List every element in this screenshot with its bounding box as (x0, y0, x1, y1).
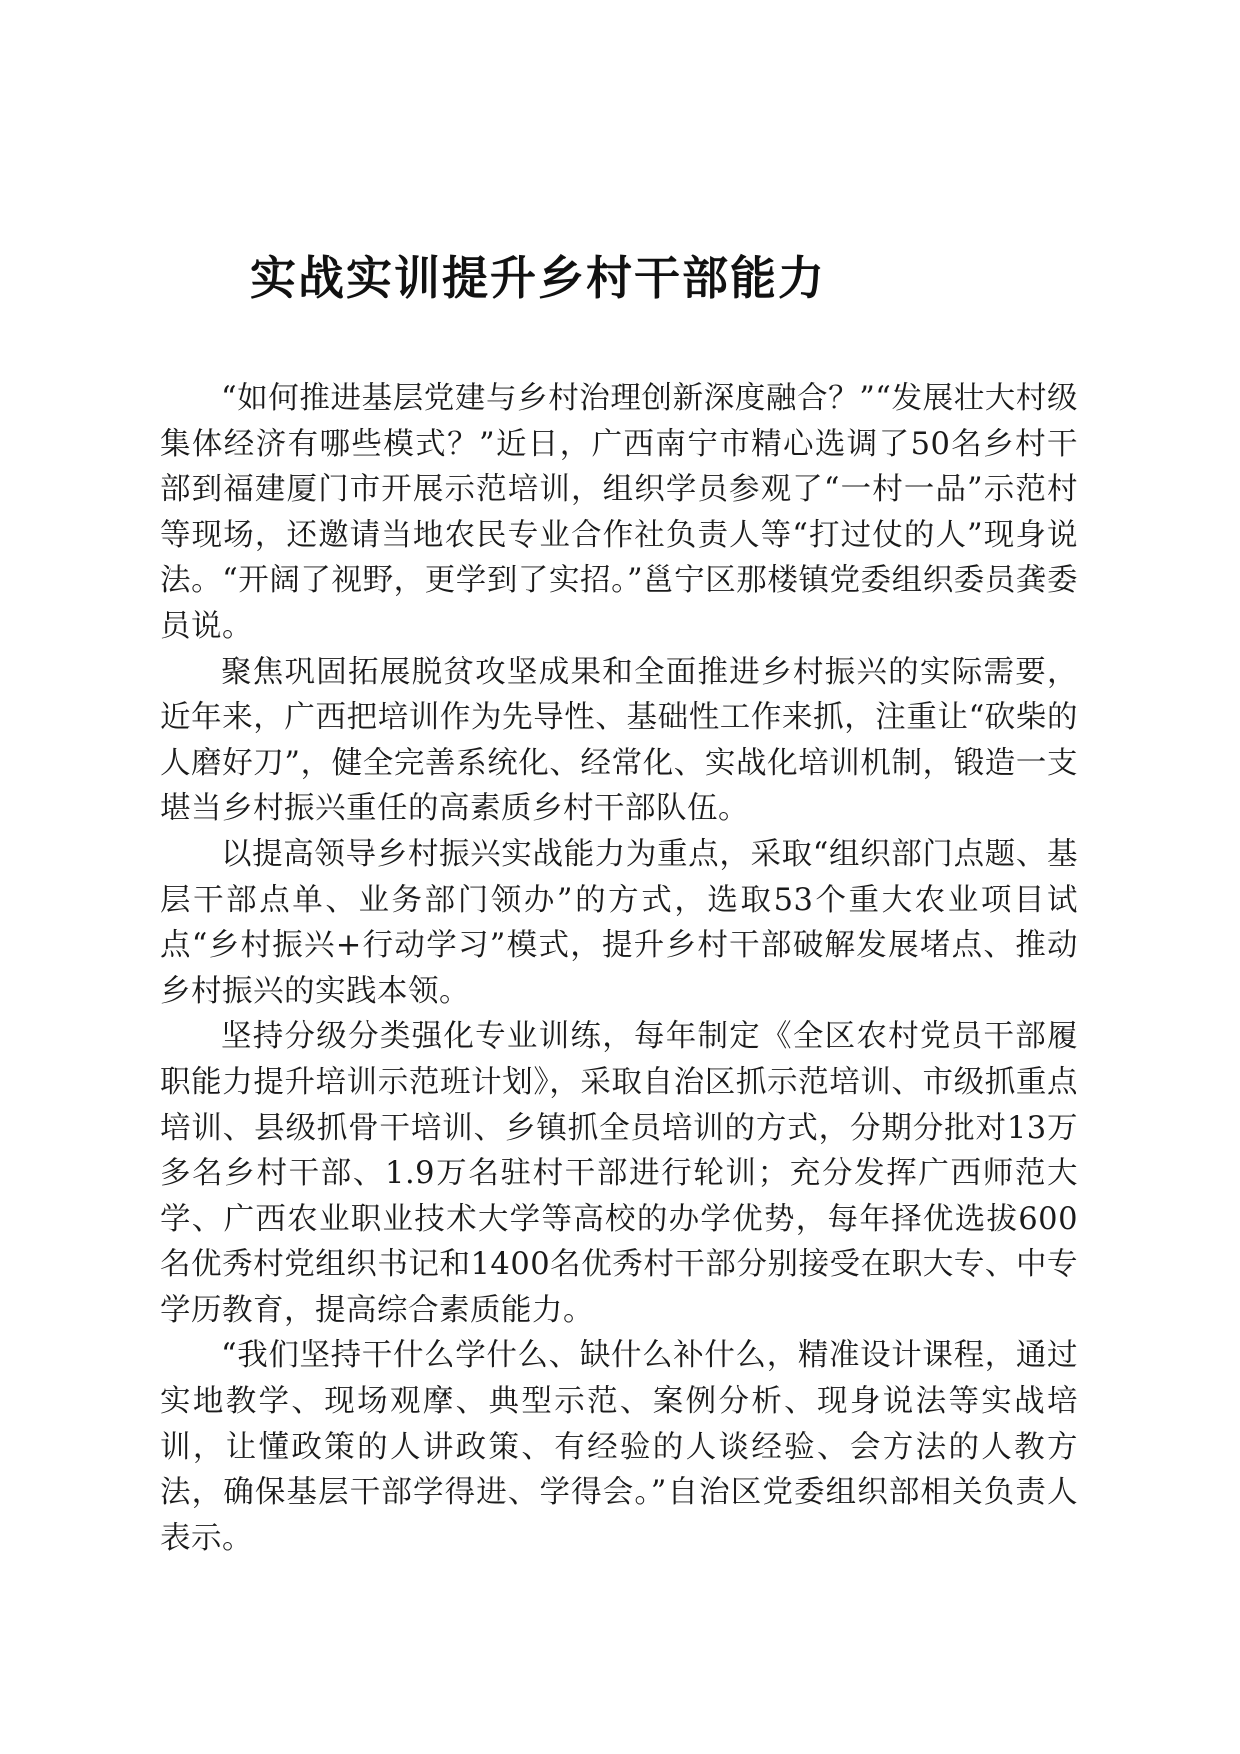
paragraph-5: “我们坚持干什么学什么、缺什么补什么，精准设计课程，通过实地教学、现场观摩、典型示范、案例分析、现身说法等实战培训，让懂政策的人讲政策、有经验的人谈经验、会方法的人教方法，确保基层干部学得进、学得会。”自治区党委组织部相关负责人表示。 (160, 1338, 1078, 1556)
paragraph-3: 以提高领导乡村振兴实战能力为重点，采取“组织部门点题、基层干部点单、业务部门领办”的方式，选取53个重大农业项目试点“乡村振兴+行动学习”模式，提升乡村干部破解发展堵点、推动乡村振兴的实践本领。 (160, 836, 1078, 1009)
article-body (160, 376, 1078, 1561)
paragraph-4: 坚持分级分类强化专业训练，每年制定《全区农村党员干部履职能力提升培训示范班计划》，采取自治区抓示范培训、市级抓重点培训、县级抓骨干培训、乡镇抓全员培训的方式，分期分批对13万多名乡村干部、1.9万名驻村干部进行轮训；充分发挥广西师范大学、广西农业职业技术大学等高校的办学优势，每年择优选拔600名优秀村党组织书记和1400名优秀村干部分别接受在职大专、中专学历教育，提高综合素质能力。 (160, 1019, 1078, 1328)
paragraph-1: “如何推进基层党建与乡村治理创新深度融合？”“发展壮大村级集体经济有哪些模式？”近日，广西南宁市精心选调了50名乡村干部到福建厦门市开展示范培训，组织学员参观了“一村一品”示范村等现场，还邀请当地农民专业合作社负责人等“打过仗的人”现身说法。“开阔了视野，更学到了实招。”邕宁区那楼镇党委组织委员龚委员说。 (160, 381, 1078, 644)
paragraph-2: 聚焦巩固拓展脱贫攻坚成果和全面推进乡村振兴的实际需要，近年来，广西把培训作为先导性、基础性工作来抓，注重让“砍柴的人磨好刀”，健全完善系统化、经常化、实战化培训机制，锻造一支堪当乡村振兴重任的高素质乡村干部队伍。 (160, 654, 1078, 827)
article-title: 实战实训提升乡村干部能力 (250, 251, 826, 305)
